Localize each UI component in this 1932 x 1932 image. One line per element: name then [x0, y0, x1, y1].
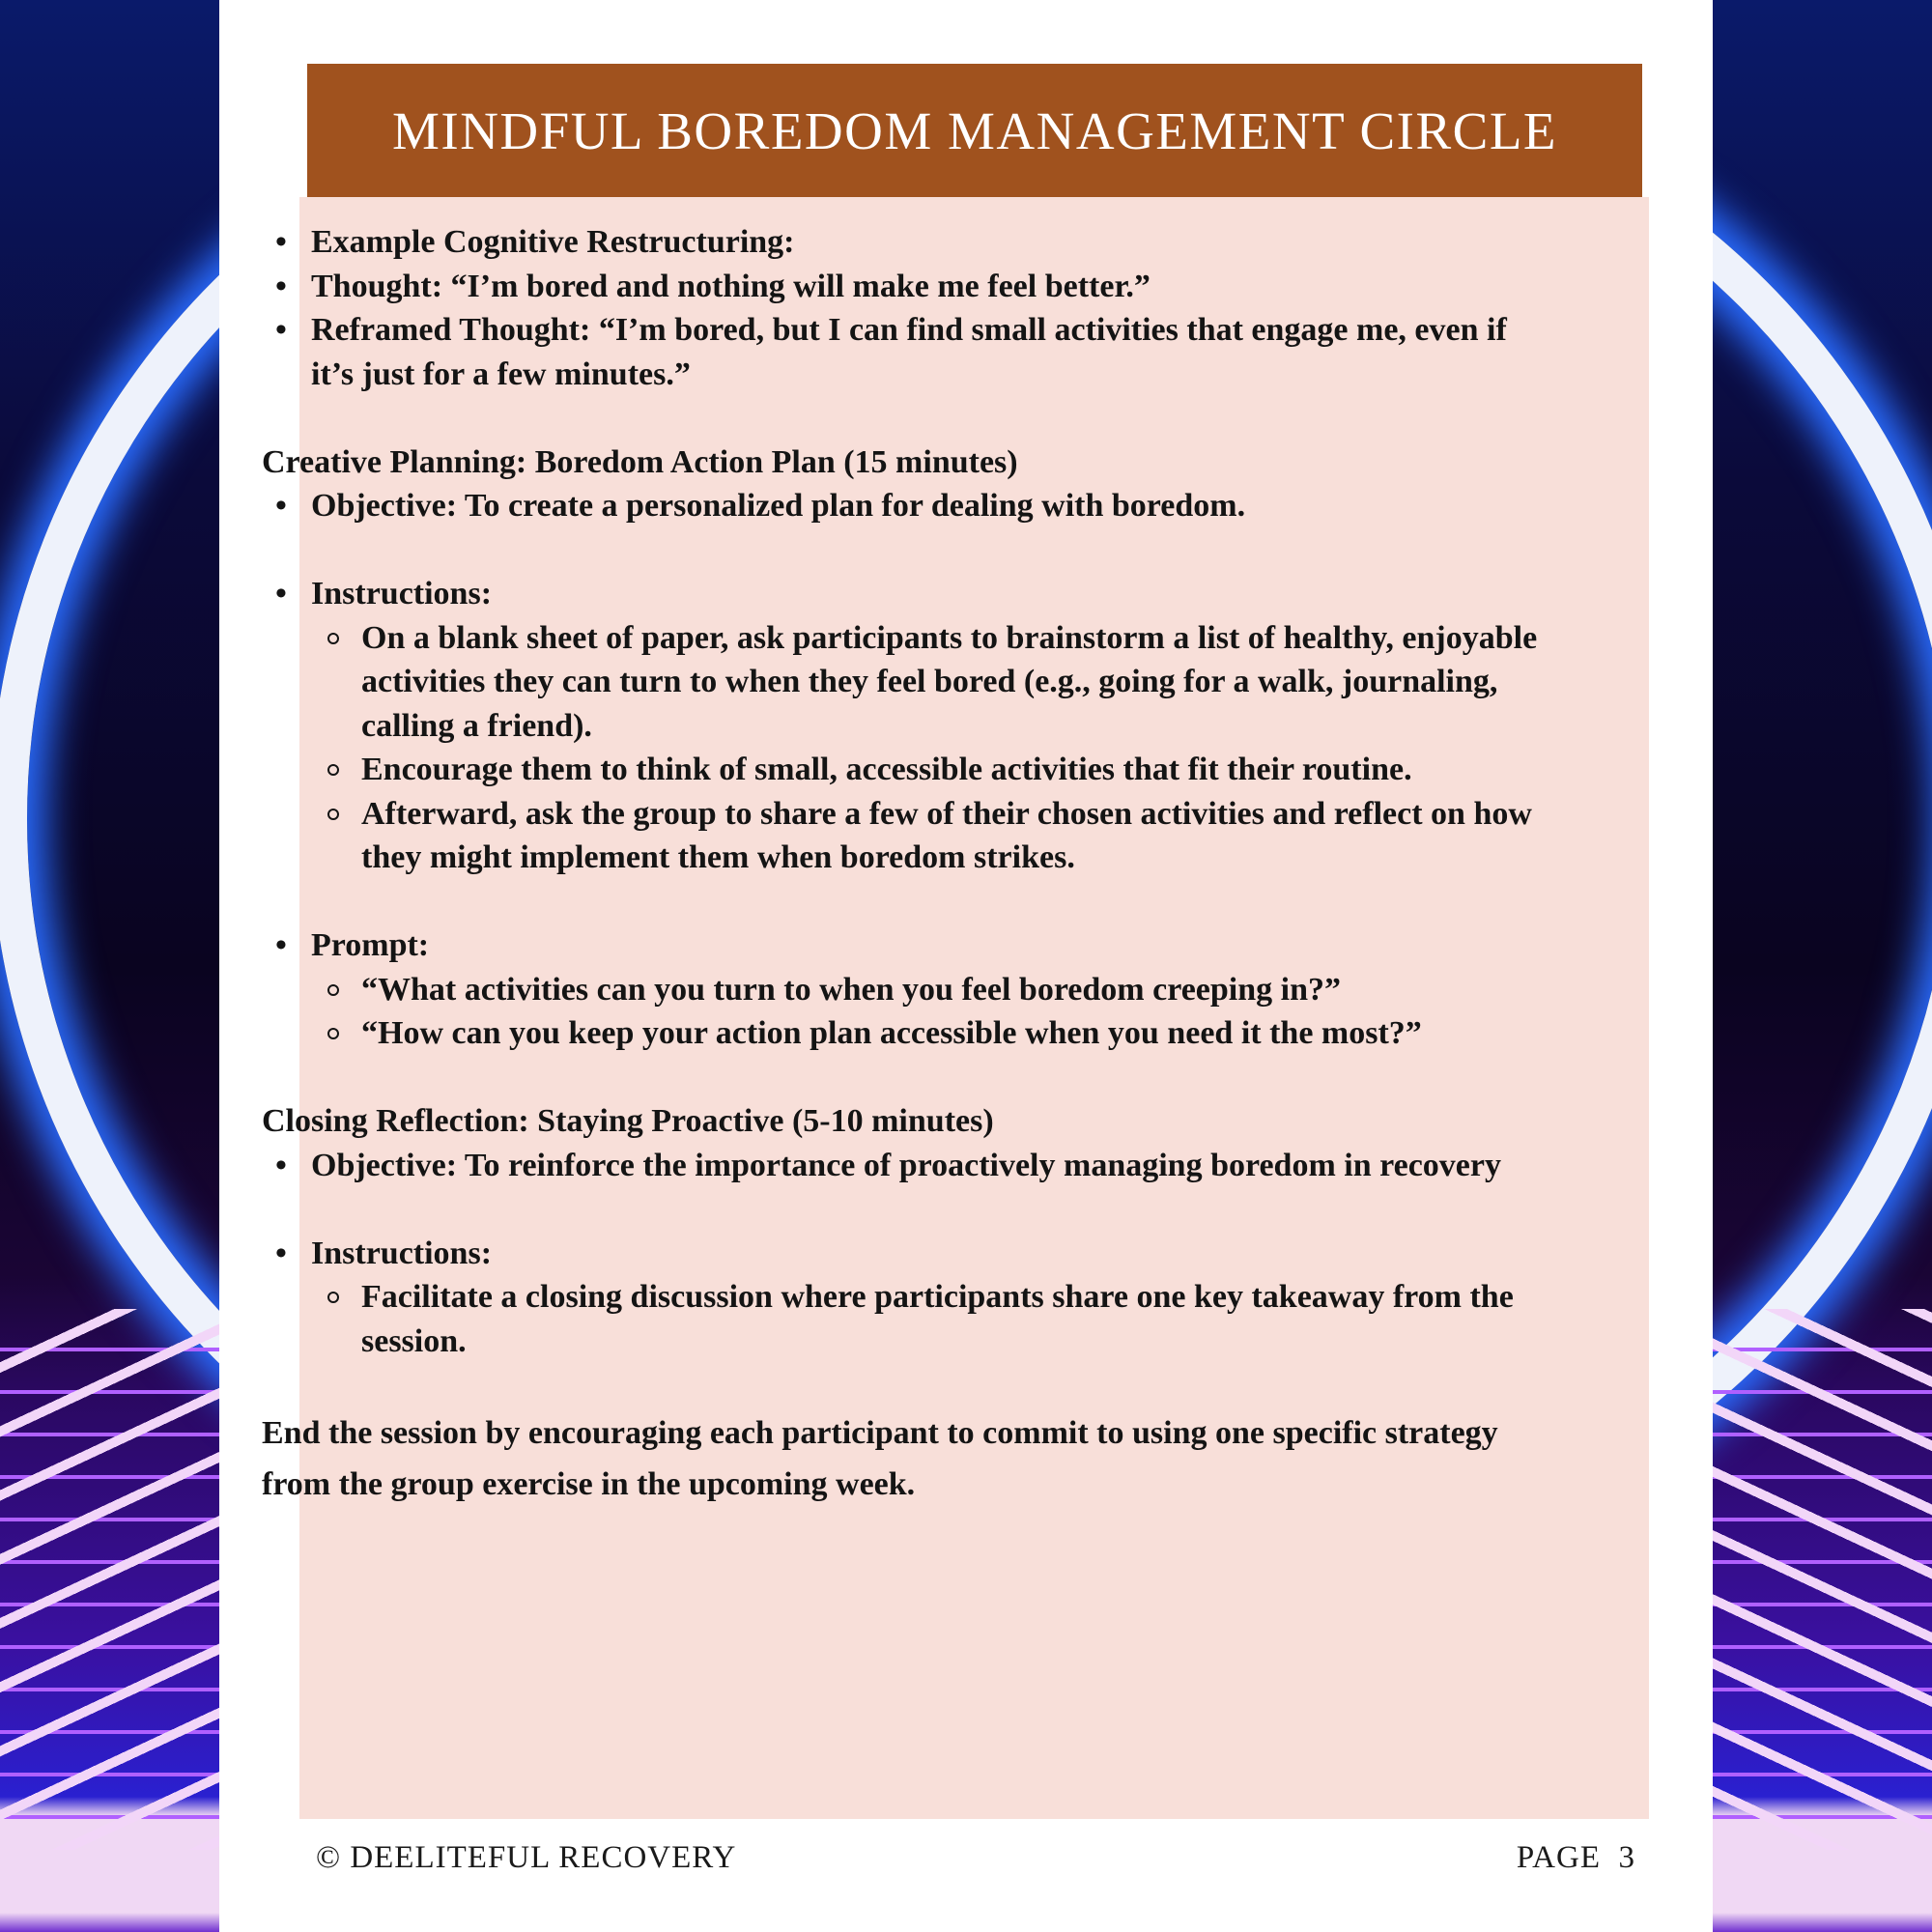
list-item: • Example Cognitive Restructuring: [262, 220, 1576, 265]
list-item: • Instructions: [262, 572, 1576, 616]
neon-grid [1713, 1309, 1932, 1850]
page-number: PAGE 3 [1516, 1840, 1635, 1875]
list-item: • Instructions: [262, 1232, 1576, 1276]
background-left [0, 0, 219, 1932]
content [262, 220, 1576, 1510]
sub-list-item: Afterward, ask the group to share a few of their chosen activities and reflect on how they might implement them when boredom strikes. [262, 792, 1576, 880]
sub-list-item: “How can you keep your action plan accessible when you need it the most?” [262, 1011, 1576, 1056]
section-heading: Closing Reflection: Staying Proactive (5-10 minutes) [262, 1103, 994, 1139]
copyright: © DEELITEFUL RECOVERY [316, 1840, 737, 1875]
sub-list-item: On a blank sheet of paper, ask participants to brainstorm a list of healthy, enjoyable activities they can turn to when they feel bored (e.g., going for a walk, journaling, calling a friend). [262, 616, 1576, 749]
closing-paragraph: End the session by encouraging each participant to commit to using one specific strategy from the group exercise in the upcoming week. [262, 1415, 1498, 1502]
background-right [1713, 0, 1932, 1932]
neon-grid [0, 1309, 219, 1850]
list-item: • Objective: To create a personalized plan for dealing with boredom. [262, 484, 1576, 528]
sub-list-item: Facilitate a closing discussion where participants share one key takeaway from the session. [262, 1275, 1576, 1363]
sub-list-item: Encourage them to think of small, accessible activities that fit their routine. [262, 748, 1576, 792]
list-item: • Reframed Thought: “I’m bored, but I can find small activities that engage me, even if it’s just for a few minutes.” [262, 308, 1576, 396]
document-page [219, 0, 1713, 1932]
sub-list-item: “What activities can you turn to when you feel boredom creeping in?” [262, 968, 1576, 1012]
list-item: • Prompt: [262, 923, 1576, 968]
section-heading: Creative Planning: Boredom Action Plan (15 minutes) [262, 443, 1018, 480]
list-item: • Objective: To reinforce the importance of proactively managing boredom in recovery [262, 1144, 1576, 1188]
page-title: MINDFUL BOREDOM MANAGEMENT CIRCLE [307, 64, 1642, 197]
list-item: • Thought: “I’m bored and nothing will make me feel better.” [262, 265, 1576, 309]
